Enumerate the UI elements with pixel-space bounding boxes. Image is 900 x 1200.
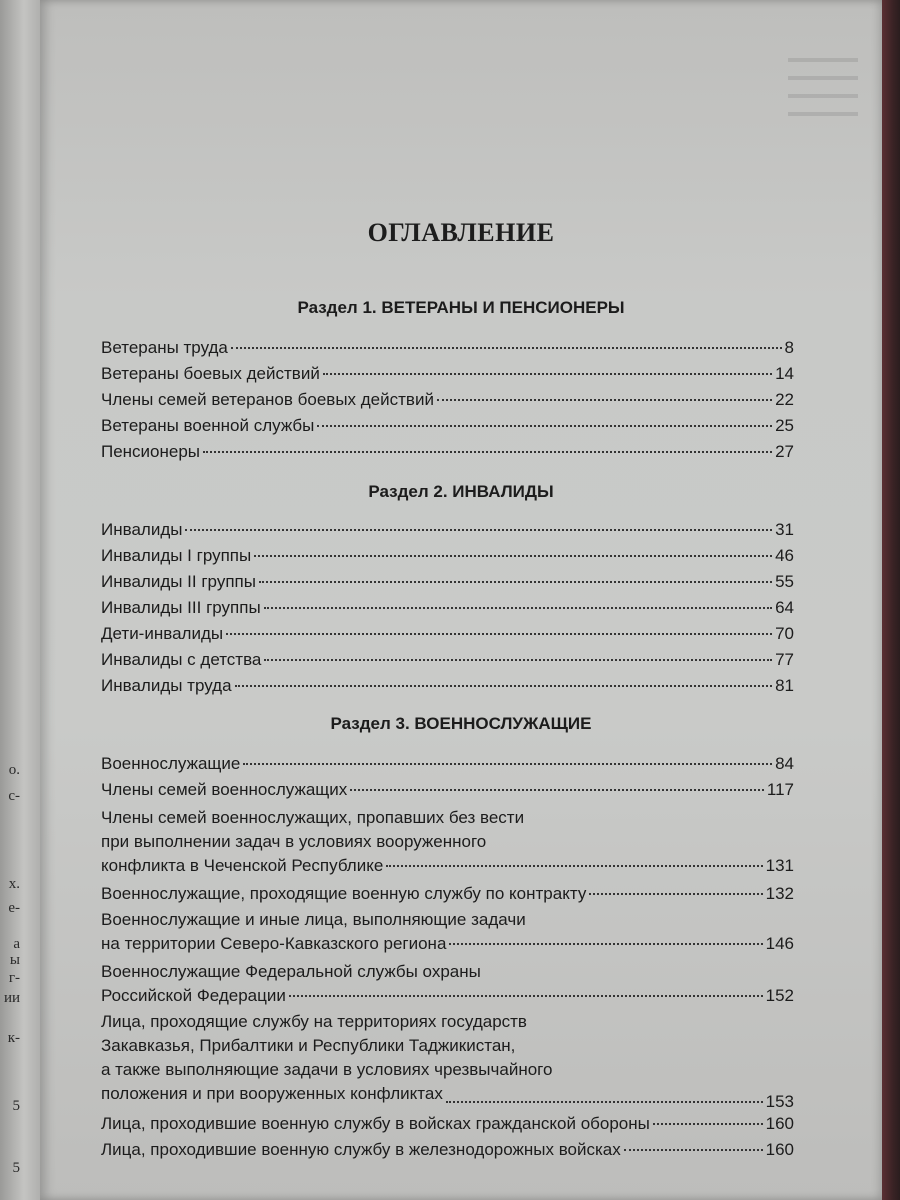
dot-leader [254,555,772,557]
toc-entry [101,598,794,622]
toc-page-number: 27 [775,442,794,461]
book-cover-edge [882,0,900,1200]
toc-entry-title: Российской Федерации [101,986,286,1005]
book-page [40,0,882,1200]
toc-entry [101,934,794,958]
toc-entry [101,1088,794,1112]
toc-entry-title: Инвалиды I группы [101,546,252,565]
toc-entry-title: Ветераны боевых действий [101,364,320,383]
left-page-fragment: 5 [12,1160,20,1176]
show-through-text [788,58,858,118]
page-title: ОГЛАВЛЕНИЕ [367,218,555,247]
toc-page-number: 146 [765,934,794,953]
toc-page-number: 132 [765,884,794,903]
toc-entry-title: на территории Северо-Кавказского региона [101,934,447,953]
dot-leader [235,685,773,687]
dot-leader [317,425,772,427]
toc-entry-title: Пенсионеры [101,442,201,461]
toc-entry-title: Инвалиды труда [101,676,232,695]
dot-leader [264,607,772,609]
toc-page-number: 8 [784,338,794,357]
toc-entry-title: Инвалиды с детства [101,650,262,669]
previous-page-edge [0,0,40,1200]
left-page-fragment: о. [8,762,20,778]
left-page-fragment: ии [3,990,20,1006]
toc-entry [101,884,794,908]
toc-entry [101,624,794,648]
toc-entry-title: Члены семей военнослужащих [101,780,348,799]
dot-leader [446,1101,763,1103]
toc-entry [101,1140,794,1164]
toc-entry-title: Инвалиды III группы [101,598,261,617]
toc-page-number: 31 [775,520,794,539]
dot-leader [203,451,772,453]
toc-page-number: 25 [775,416,794,435]
left-page-fragment: ы [9,952,20,968]
toc-page-number: 14 [775,364,794,383]
toc-entry [101,390,794,414]
dot-leader [289,995,763,997]
left-page-fragment: с- [8,788,20,804]
left-page-fragment: а [13,936,20,952]
toc-entry-title: Инвалиды II группы [101,572,256,591]
toc-entry-title-line: положения и при вооруженных конфликтах [101,1084,443,1103]
toc-entry [101,546,794,570]
section-heading: Раздел 1. ВЕТЕРАНЫ И ПЕНСИОНЕРЫ [297,298,625,317]
toc-page-number: 64 [775,598,794,617]
dot-leader [264,659,772,661]
toc-entry-title-line: Военнослужащие Федеральной службы охраны [101,962,481,981]
toc-entry [101,442,794,466]
toc-entry-title-line: при выполнении задач в условиях вооруженного [101,832,487,851]
dot-leader [653,1123,763,1125]
dot-leader [624,1149,763,1151]
toc-entry-title: Лица, проходившие военную службу в войсках гражданской обороны [101,1114,650,1133]
left-page-fragment: к- [7,1030,20,1046]
toc-page-number: 22 [775,390,794,409]
dot-leader [437,399,772,401]
dot-leader [259,581,772,583]
dot-leader [449,943,762,945]
toc-entry-title: Дети-инвалиды [101,624,224,643]
toc-entry-title: Ветераны труда [101,338,228,357]
toc-entry [101,364,794,388]
toc-entry [101,572,794,596]
toc-page-number: 160 [765,1140,794,1159]
toc-entry [101,338,794,362]
dot-leader [350,789,764,791]
toc-page-number: 55 [775,572,794,591]
toc-entry-title-line: а также выполняющие задачи в условиях чрезвычайного [101,1060,553,1079]
left-page-fragment: х. [8,876,20,892]
toc-entry-title: Лица, проходившие военную службу в железнодорожных войсках [101,1140,621,1159]
toc-page-number: 160 [765,1114,794,1133]
dot-leader [231,347,782,349]
dot-leader [243,763,772,765]
toc-page-number: 84 [775,754,794,773]
toc-page-number: 46 [775,546,794,565]
toc-entry-title: Военнослужащие, проходящие военную службу по контракту [101,884,587,903]
toc-page-number: 81 [775,676,794,695]
left-page-fragment: 5 [12,1098,20,1114]
section-heading: Раздел 2. ИНВАЛИДЫ [368,482,554,501]
toc-page-number: 152 [765,986,794,1005]
toc-entry [101,986,794,1010]
toc-entry-title-line: Члены семей военнослужащих, пропавших без вести [101,808,525,827]
section-heading: Раздел 3. ВОЕННОСЛУЖАЩИЕ [330,714,592,733]
dot-leader [323,373,772,375]
left-page-fragment: г- [8,970,20,986]
toc-page-number: 117 [766,780,794,799]
toc-entry-title-line: Закавказья, Прибалтики и Республики Таджикистан, [101,1036,516,1055]
toc-page-number: 153 [765,1092,794,1111]
toc-entry [101,754,794,778]
toc-entry-title: Члены семей ветеранов боевых действий [101,390,434,409]
toc-page-number: 70 [775,624,794,643]
toc-entry [101,676,794,700]
dot-leader [185,529,772,531]
toc-entry-title: Ветераны военной службы [101,416,315,435]
toc-entry [101,520,794,544]
toc-entry [101,856,794,880]
toc-page-number: 131 [765,856,794,875]
toc-entry-title-line: Лица, проходящие службу на территориях государств [101,1012,527,1031]
toc-entry-title: Инвалиды [101,520,183,539]
dot-leader [589,893,762,895]
left-page-fragment: е- [8,900,20,916]
toc-entry-title-line: Военнослужащие и иные лица, выполняющие задачи [101,910,526,929]
toc-entry [101,1114,794,1138]
toc-entry [101,650,794,674]
toc-entry [101,780,794,804]
dot-leader [386,865,762,867]
toc-page-number: 77 [775,650,794,669]
toc-entry [101,416,794,440]
toc-entry-title: Военнослужащие [101,754,241,773]
toc-entry-title: конфликта в Чеченской Республике [101,856,384,875]
dot-leader [226,633,772,635]
